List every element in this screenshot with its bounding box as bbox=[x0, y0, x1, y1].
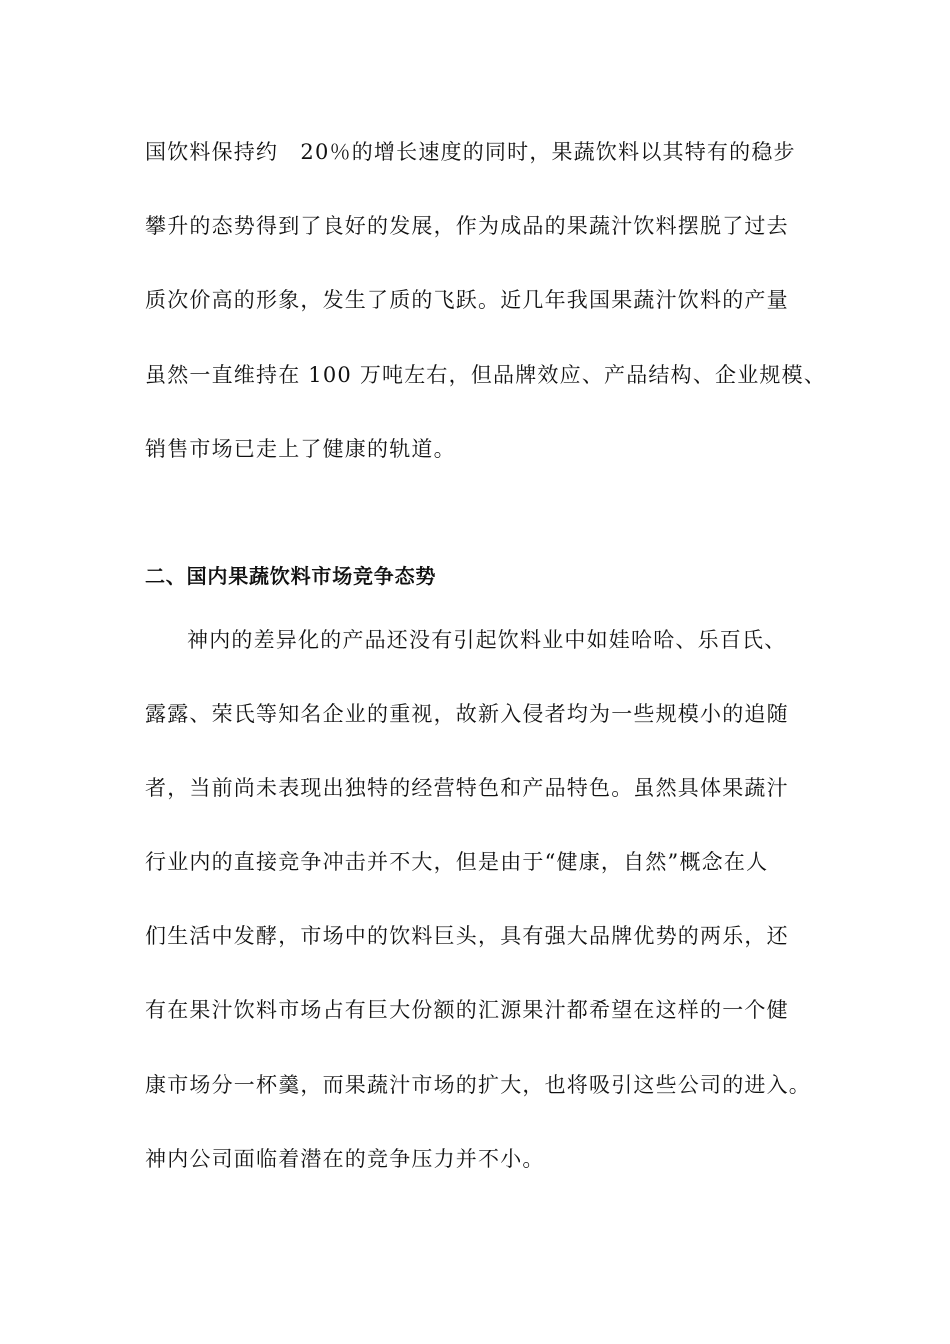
text-line: 销售市场已走上了健康的轨道。 bbox=[145, 437, 456, 461]
text-line: 攀升的态势得到了良好的发展，作为成品的果蔬汁饮料摆脱了过去 bbox=[145, 214, 789, 238]
text-line: 康市场分一杯羹，而果蔬汁市场的扩大，也将吸引这些公司的进入。 bbox=[145, 1073, 811, 1097]
text-line: 有在果汁饮料市场占有巨大份额的汇源果汁都希望在这样的一个健 bbox=[145, 998, 789, 1022]
text-line: 露露、荣氏等知名企业的重视，故新入侵者均为一些规模小的追随 bbox=[145, 702, 789, 726]
text-line: 行业内的直接竞争冲击并不大，但是由于“健康，自然”概念在人 bbox=[145, 850, 769, 874]
section-heading: 二、国内果蔬饮料市场竞争态势 bbox=[145, 564, 437, 588]
text-line: 虽然一直维持在 100 万吨左右，但品牌效应、产品结构、企业规模、 bbox=[145, 363, 827, 387]
text-line: 者，当前尚未表现出独特的经营特色和产品特色。虽然具体果蔬汁 bbox=[145, 776, 789, 800]
text-line: 们生活中发酵，市场中的饮料巨头，具有强大品牌优势的两乐，还 bbox=[145, 924, 789, 948]
text-line: 国饮料保持约 20％的增长速度的同时，果蔬饮料以其特有的稳步 bbox=[145, 140, 796, 164]
text-line: 神内的差异化的产品还没有引起饮料业中如娃哈哈、乐百氏、 bbox=[187, 628, 787, 652]
text-line: 质次价高的形象，发生了质的飞跃。近几年我国果蔬汁饮料的产量 bbox=[145, 288, 789, 312]
text-line: 神内公司面临着潜在的竞争压力并不小。 bbox=[145, 1147, 545, 1171]
